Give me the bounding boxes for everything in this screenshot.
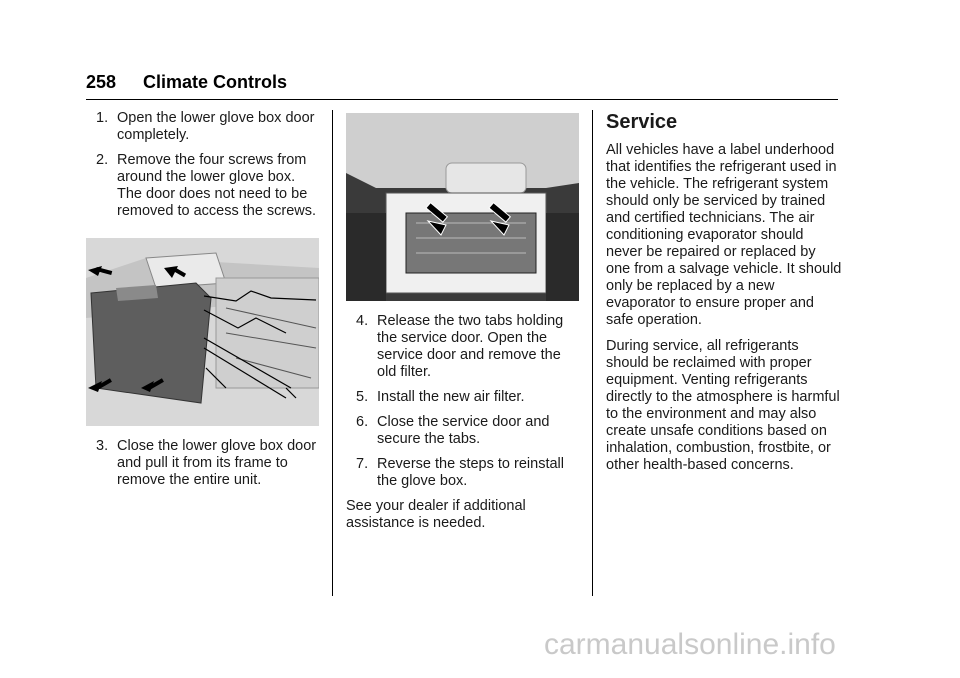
column-1 xyxy=(86,110,321,497)
glove-box-door-figure xyxy=(86,238,319,426)
watermark: carmanualsonline.info xyxy=(544,628,836,661)
service-paragraph-2: During service, all refrigerants should be reclaimed with proper equipment. Venting refrigerants directly to the atmosphere is harmful to the environment and may also create unsafe conditions based on inhalation, combustion, frostbite, or other health-based concerns. xyxy=(606,338,840,473)
service-paragraph-1: All vehicles have a label underhood that identifies the refrigerant used in the vehicle. The refrigerant system should only be serviced by trained and certified technicians. The air conditioning evaporator should never be repaired or replaced by one from a salvage vehicle. It should only be replaced by a new evaporator to ensure proper and safe operation. xyxy=(606,142,842,328)
column-divider-right xyxy=(592,110,593,596)
step-2: 2. Remove the four screws from around the lower glove box. The door does not need to be removed to access the screws. xyxy=(96,152,317,219)
dealer-note: See your dealer if additional assistance is needed. xyxy=(346,498,526,531)
page-number: 258 xyxy=(86,72,117,92)
header-rule xyxy=(86,99,838,100)
service-door-figure xyxy=(346,113,579,301)
step-6: 6. Close the service door and secure the tabs. xyxy=(356,414,550,447)
step-1: 1. Open the lower glove box door completely. xyxy=(96,110,315,143)
step-3: 3. Close the lower glove box door and pull it from its frame to remove the entire unit. xyxy=(96,438,317,488)
section-heading: Service xyxy=(606,111,678,133)
step-7: 7. Reverse the steps to reinstall the glove box. xyxy=(356,456,564,489)
step-5: 5. Install the new air filter. xyxy=(356,389,525,405)
column-3 xyxy=(606,110,842,483)
column-divider-left xyxy=(332,110,333,596)
chapter-title: Climate Controls xyxy=(143,72,288,92)
step-4: 4. Release the two tabs holding the service door. Open the service door and remove the old filter. xyxy=(356,313,564,380)
column-2 xyxy=(346,110,580,541)
